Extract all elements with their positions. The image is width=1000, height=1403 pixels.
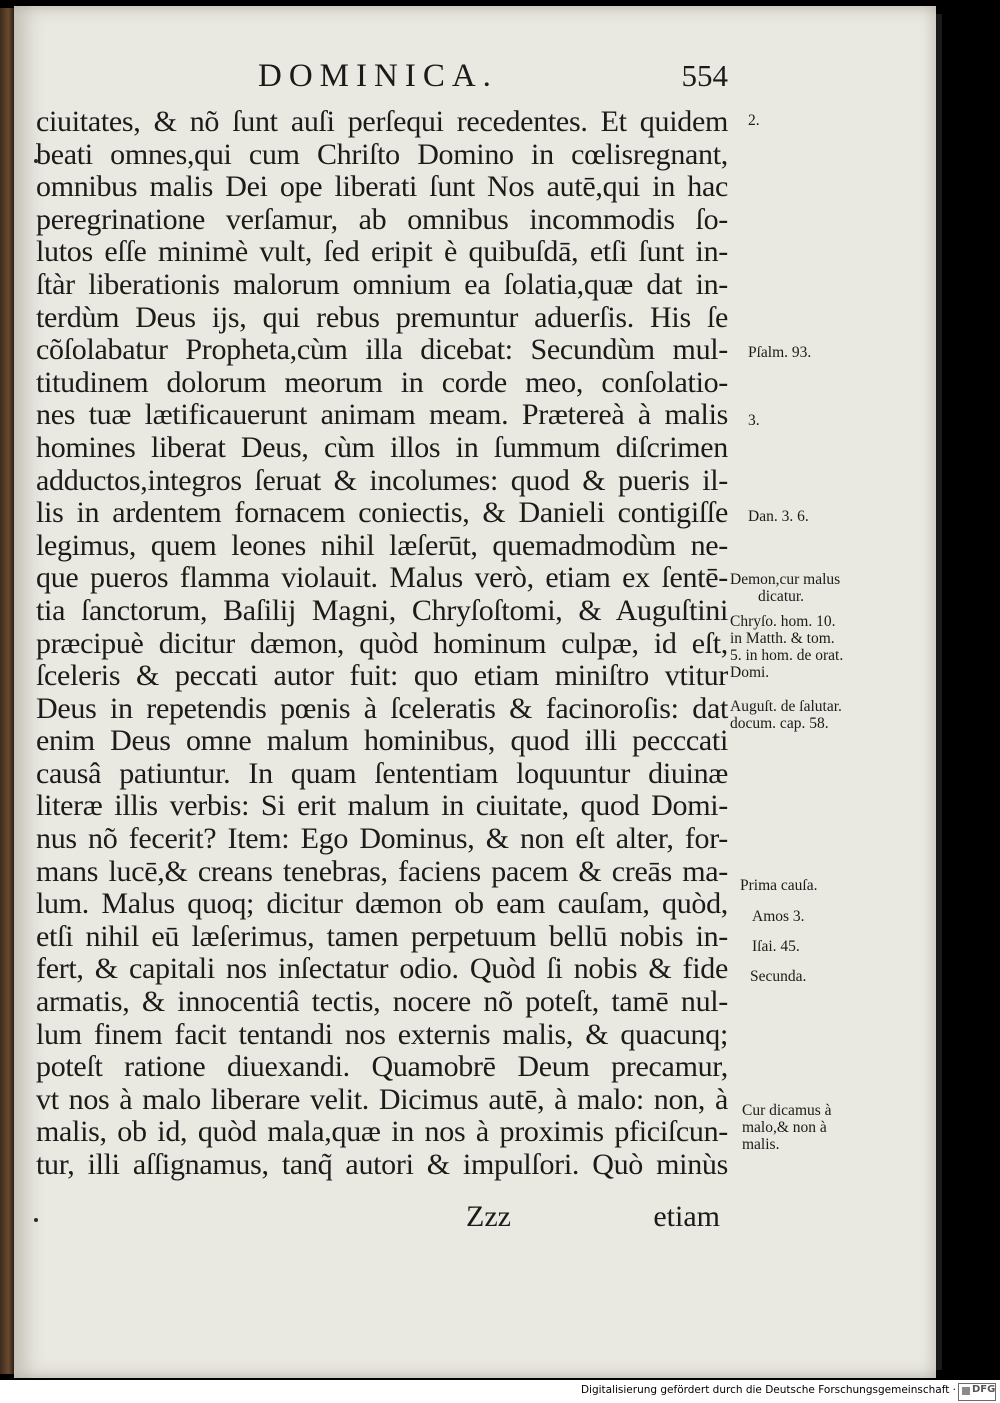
- text-line: ſtàr liberationis malorum omnium ea ſolatia,quæ dat in-: [36, 267, 728, 301]
- margin-note: Dan. 3. 6.: [748, 508, 809, 525]
- text-line: lutos eſſe minimè vult, ſed eripit è quibuſdā, etſi ſunt in-: [36, 235, 728, 269]
- text-line: beati omnes,qui cum Chriſto Domino in cœlisregnant,: [36, 137, 728, 171]
- margin-note-line: Demon,cur malus: [730, 571, 841, 588]
- margin-note: Iſai. 45.: [752, 938, 800, 955]
- text-line: omnibus malis Dei ope liberati ſunt Nos autē,qui in hac: [36, 170, 728, 204]
- margin-note-line: Cur dicamus à: [742, 1102, 832, 1119]
- text-line: Deus in repetendis pœnis à ſceleratis & facinoroſis: dat: [36, 691, 728, 725]
- text-line: homines liberat Deus, cùm illos in ſummum diſcrimen: [36, 430, 728, 464]
- margin-note: Amos 3.: [752, 908, 805, 925]
- text-line: nes tuæ lætificauerunt animam meam. Prætereà à malis: [36, 398, 728, 432]
- text-line: tia ſanctorum, Baſilij Magni, Chryſoſtomi, & Auguſtini: [36, 593, 728, 627]
- text-line: peregrinatione verſamur, ab omnibus incommodis ſo-: [36, 202, 728, 236]
- page-shadow-edge: [936, 14, 942, 1370]
- text-line: ſceleris & peccati autor fuit: quo etiam miniſtro vtitur: [36, 659, 728, 693]
- dfg-logo-square: [962, 1387, 970, 1395]
- text-line: legimus, quem leones nihil læſerūt, quemadmodùm ne-: [36, 528, 728, 562]
- signature-mark: Zzz: [466, 1200, 511, 1233]
- margin-note-line: Auguſt. de ſalutar.: [730, 698, 842, 715]
- text-line: literæ illis verbis: Si erit malum in ciuitate, quod Domi-: [36, 789, 728, 823]
- running-header: [258, 58, 728, 102]
- text-line: malis, ob id, quòd mala,quæ in nos à proximis pficiſcun-: [36, 1115, 728, 1149]
- text-line: cõſolabatur Propheta,cùm illa dicebat: Secundùm mul-: [36, 333, 728, 367]
- text-line: etſi nihil eū læſerimus, tamen perpetuum bellū nobis in-: [36, 919, 728, 953]
- book-binding-edge: [0, 8, 14, 1374]
- text-line: lum finem facit tentandi nos externis malis, & quacunq;: [36, 1017, 728, 1051]
- margin-note: 3.: [748, 412, 760, 429]
- margin-note: 2.: [748, 112, 760, 129]
- digitization-footer: [0, 1380, 1000, 1403]
- text-line: nus nõ fecerit? Item: Ego Dominus, & non eſt alter, for-: [36, 822, 728, 856]
- text-line: tur, illi aſſignamus, tanq̃ autori & impulſori. Quò minùs: [36, 1148, 728, 1181]
- text-line: adductos,integros ſeruat & incolumes: quod & pueris il-: [36, 463, 728, 497]
- text-line: mans lucē,& creans tenebras, faciens pacem & creās ma-: [36, 854, 728, 888]
- page-number: 554: [681, 58, 728, 93]
- text-line: titudinem dolorum meorum in corde meo, conſolatio-: [36, 365, 728, 399]
- text-line: lum. Malus quoq; dicitur dæmon ob eam cauſam, quòd,: [36, 887, 728, 921]
- text-line: que pueros flamma violauit. Malus verò, etiam ex ſentē-: [36, 561, 728, 595]
- running-title: DOMINICA.: [258, 58, 498, 94]
- catchword: etiam: [653, 1200, 720, 1233]
- catchline: [36, 1200, 728, 1234]
- text-line: causâ patiuntur. In quam ſententiam loquuntur diuinæ: [36, 756, 728, 790]
- margin-note: [730, 571, 840, 605]
- funding-notice: Digitalisierung gefördert durch die Deutsche Forschungsgemeinschaft ·: [580, 1384, 956, 1396]
- margin-note: Secunda.: [750, 968, 807, 985]
- text-line: fert, & capitali nos inſectatur odio. Quòd ſi nobis & fide: [36, 952, 728, 986]
- margin-note: [742, 1102, 832, 1153]
- margin-note-line: Chryſo. hom. 10.: [730, 613, 836, 630]
- text-line: præcipuè dicitur dæmon, quòd hominum culpæ, id eſt,: [36, 626, 728, 660]
- margin-note-line: malo,& non à: [742, 1119, 827, 1136]
- text-line: ciuitates, & nõ ſunt auſi perſequi recedentes. Et quidem: [36, 105, 728, 138]
- text-line: vt nos à malo liberare velit. Dicimus autē, à malo: non, à: [36, 1082, 728, 1116]
- text-line: poteſt ratione diuexandi. Quamobrē Deum precamur,: [36, 1050, 728, 1084]
- dfg-logo-text: DFG: [972, 1384, 996, 1395]
- margin-note-line: malis.: [742, 1136, 780, 1153]
- text-line: lis in ardentem fornacem coniectis, & Danieli contigiſſe: [36, 496, 728, 530]
- margin-note: Pſalm. 93.: [748, 344, 812, 361]
- body-text: [36, 106, 728, 1182]
- text-line: terdùm Deus ijs, qui rebus premuntur aduerſis. His ſe: [36, 300, 728, 334]
- margin-note: [730, 698, 842, 732]
- margin-note-line: in Matth. & tom.: [730, 630, 835, 647]
- text-line: armatis, & innocentiâ tectis, nocere nõ poteſt, tamē nul-: [36, 985, 728, 1019]
- margin-note-line: 5. in hom. de orat.: [730, 647, 844, 664]
- dfg-logo: [958, 1383, 996, 1401]
- margin-note-line: dicatur.: [758, 588, 805, 605]
- margin-note-line: Domi.: [730, 664, 770, 681]
- text-line: enim Deus omne malum hominibus, quod illi pecccati: [36, 724, 728, 758]
- margin-note-line: docum. cap. 58.: [730, 715, 829, 732]
- margin-note: Prima cauſa.: [740, 877, 818, 894]
- margin-note: [730, 613, 843, 681]
